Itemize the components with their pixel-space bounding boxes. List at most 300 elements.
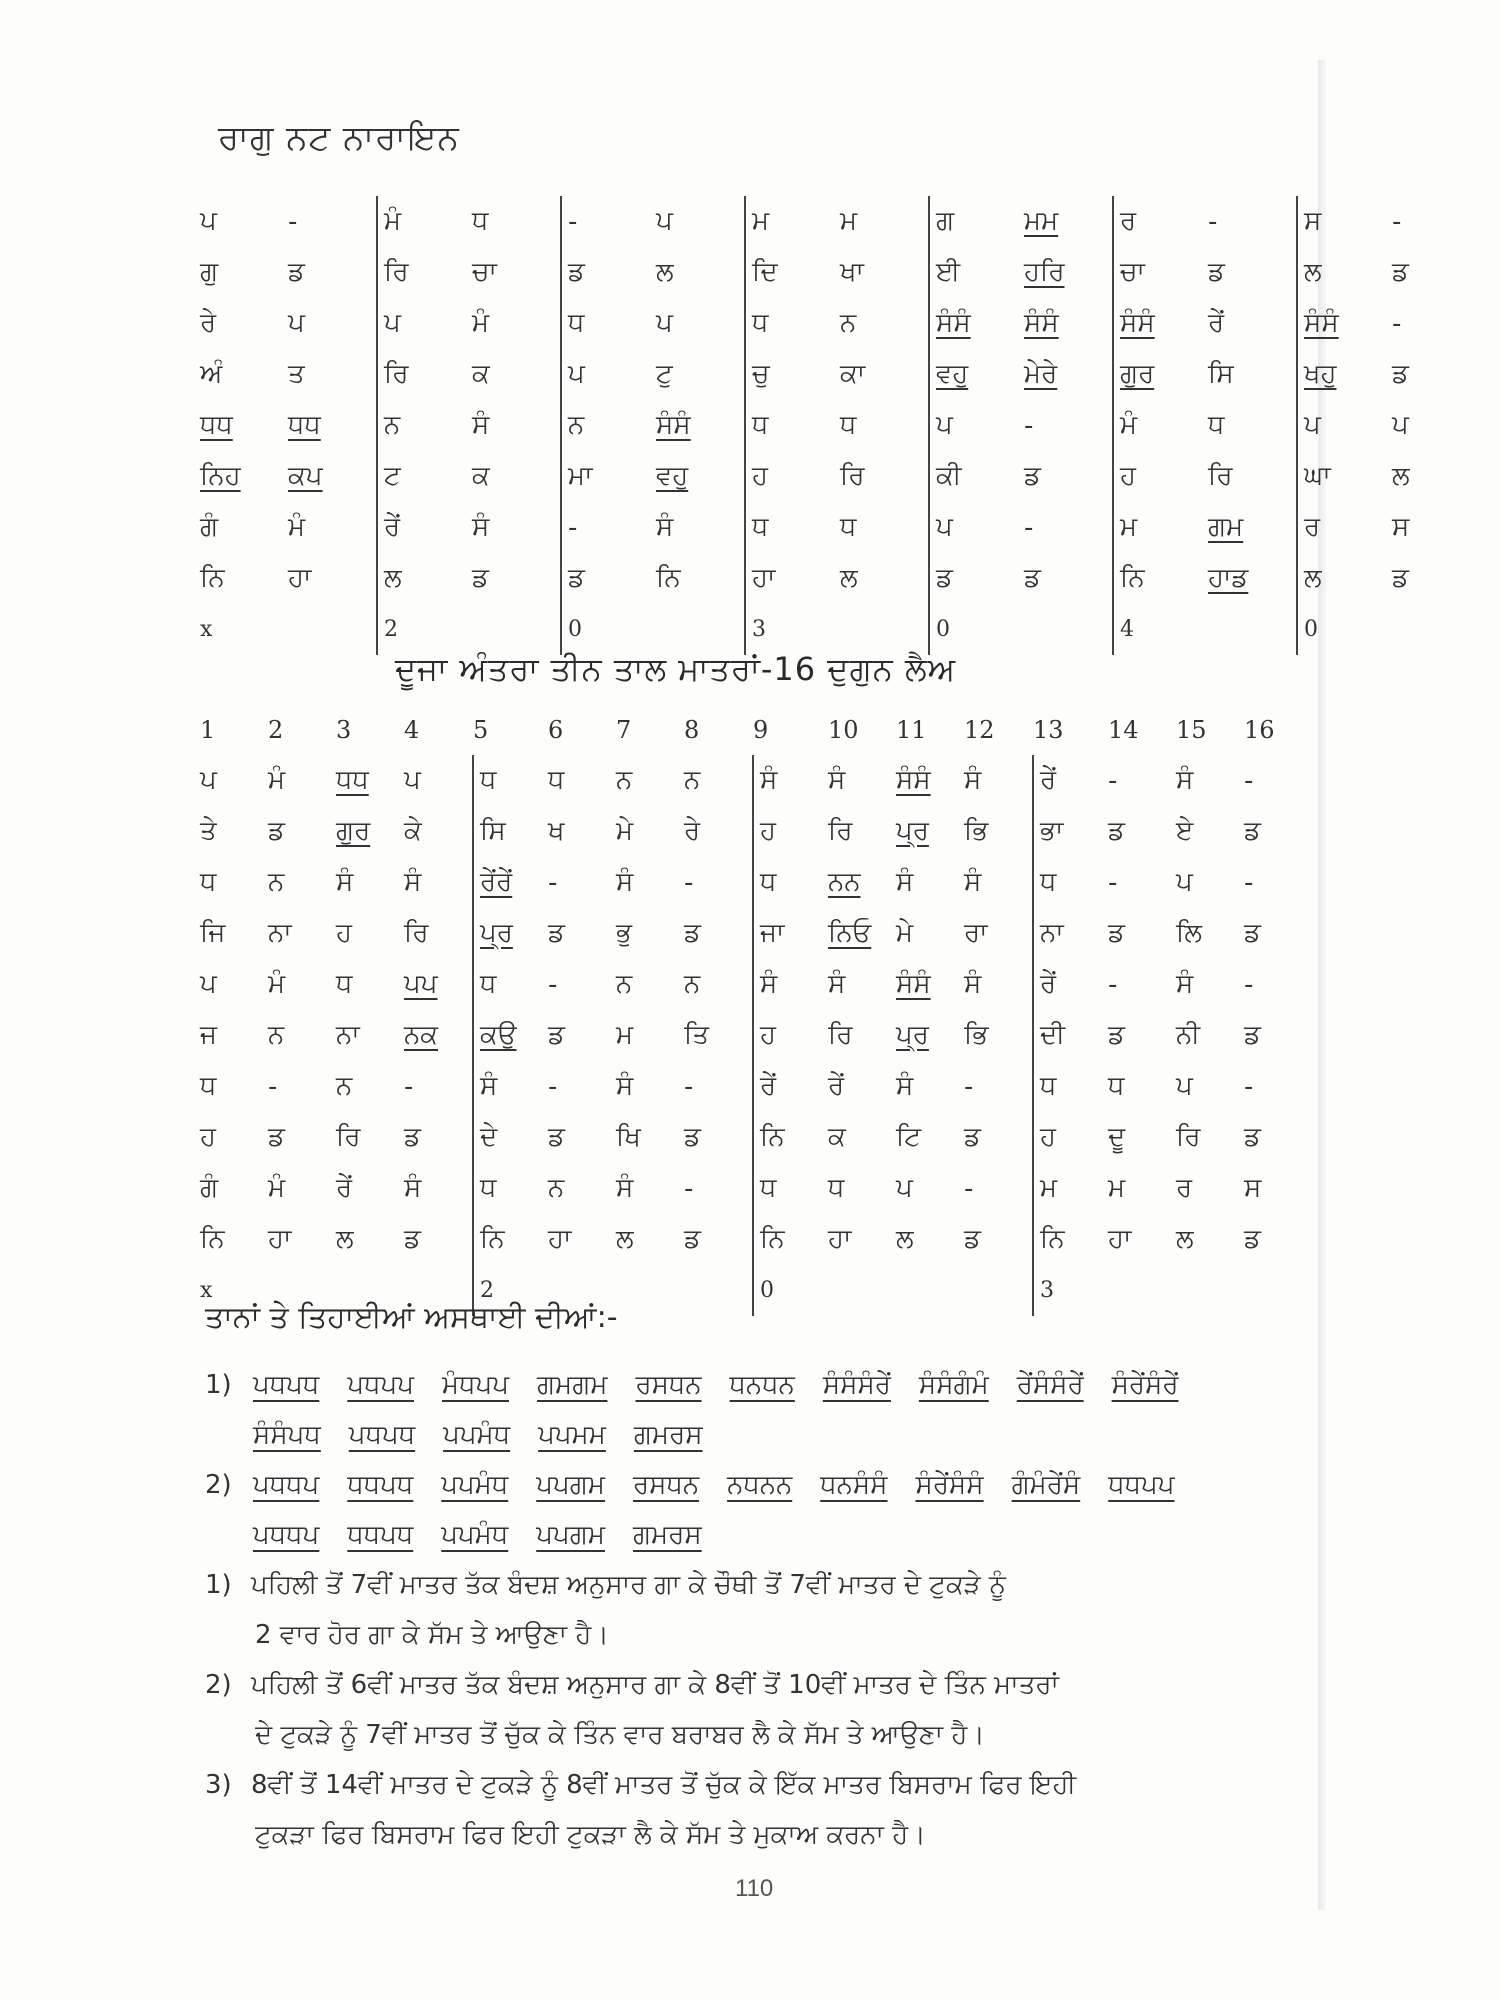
notation-cell: ਸੰਸੰ	[1024, 308, 1059, 338]
notation-cell: ਹਾ	[288, 563, 312, 593]
notation-cell: ਧ	[828, 1173, 845, 1203]
notation-cell: ਰੇਂ	[1033, 959, 1108, 1010]
notation-row	[200, 806, 1312, 857]
notation-cell: ਡ	[548, 1020, 565, 1050]
notation-cell: ਪ੍ਰ	[473, 908, 548, 959]
beat-number: 13	[1033, 715, 1064, 744]
notation-cell: ਸੰਸੰ	[929, 298, 1024, 349]
notation-cell: ਸ	[1392, 512, 1410, 542]
notation-cell: ਧਧ	[288, 410, 321, 440]
notation-cell: ਪ	[1297, 400, 1392, 451]
notation-cell: ਡ	[684, 1122, 701, 1152]
notation-cell: ਲ	[616, 1224, 634, 1254]
notation-cell: ਡ	[548, 1122, 565, 1152]
notation-cell: ਡ	[1244, 1122, 1261, 1152]
tala-marks-row	[200, 604, 1480, 655]
notation-cell: ਵਹੁ	[656, 461, 689, 491]
notation-cell: ਧ	[473, 1163, 548, 1214]
notation-cell: ਸੰਸੰ	[1113, 298, 1208, 349]
notation-cell: ਸੰ	[616, 867, 634, 897]
notation-cell: ਲ	[1297, 247, 1392, 298]
tala-mark	[288, 604, 377, 655]
tala-mark	[1176, 1265, 1244, 1316]
beat-number: 6	[548, 715, 564, 744]
notation-cell: ਘਾ	[1297, 451, 1392, 502]
notation-cell: ਨ	[336, 1071, 353, 1101]
notation-cell: ਡ	[288, 257, 305, 287]
tala-mark: 2	[377, 604, 472, 655]
notation-cell: ਹਾ	[548, 1224, 572, 1254]
notation-cell: ਸੰ	[828, 765, 846, 795]
notation-cell: ਲ	[1392, 461, 1410, 491]
notation-cell: ਸੰ	[753, 959, 828, 1010]
notation-cell: ਧ	[1033, 857, 1108, 908]
tala-mark: x	[200, 617, 213, 642]
notation-table-antara	[200, 704, 1312, 1316]
notation-cell: ਸਿ	[1208, 359, 1234, 389]
notation-cell: -	[404, 1071, 414, 1102]
notation-cell: ਨਿ	[753, 1214, 828, 1265]
instruction-text: 8ਵੀਂ ਤੋਂ 14ਵੀਂ ਮਾਤਰ ਦੇ ਟੁਕੜੇ ਨੂੰ 8ਵੀਂ ਮਾਤਰ ਤੋਂ ਚੁੱਕ ਕੇ ਇੱਕ ਮਾਤਰ ਬਿਸਰਾਮ ਫਿਰ ਇਹੀ	[251, 1770, 1077, 1800]
notation-row	[200, 959, 1312, 1010]
notation-cell: ਸੰ	[828, 969, 846, 999]
notation-cell: ਨੀ	[1176, 1020, 1201, 1050]
notation-cell: ਹਾ	[1108, 1224, 1132, 1254]
notation-cell: ਸੰ	[473, 1061, 548, 1112]
notation-cell: ਡ	[1024, 461, 1041, 491]
taan-phrase: ਪਪਮੰਧ	[441, 1520, 509, 1550]
notation-cell: -	[1244, 1071, 1254, 1102]
notation-cell: ਗੁਰ	[1113, 349, 1208, 400]
beat-number: 3	[336, 715, 352, 744]
notation-cell: ਪ	[896, 1173, 913, 1203]
notation-row	[200, 857, 1312, 908]
notation-cell: ਨ	[548, 1173, 565, 1203]
notation-cell: -	[1108, 765, 1118, 796]
notation-cell: ਸੰ	[1176, 969, 1194, 999]
taan-phrase: ਪਧਧਪ	[253, 1520, 320, 1550]
notation-cell: ਲ	[336, 1224, 354, 1254]
taan-phrase: ਧਨਸੰਸੰ	[820, 1470, 888, 1500]
notation-cell: ਗੁ	[200, 257, 219, 287]
notation-cell: ਹ	[1033, 1112, 1108, 1163]
notation-cell: -	[288, 206, 298, 237]
notation-cell: ਰੇਂ	[753, 1061, 828, 1112]
notation-cell: ਦੀ	[1033, 1010, 1108, 1061]
instruction-text: ਦੇ ਟੁਕੜੇ ਨੂੰ 7ਵੀਂ ਮਾਤਰ ਤੋਂ ਚੁੱਕ ਕੇ ਤਿੰਨ ਵਾਰ ਬਰਾਬਰ ਲੈ ਕੇ ਸੱਮ ਤੇ ਆਉਣਾ ਹੈ।	[255, 1720, 985, 1750]
notation-cell: ਗੰ	[200, 512, 219, 542]
tala-mark: x	[200, 1278, 213, 1303]
notation-cell: ਖਹੁ	[1297, 349, 1392, 400]
tala-mark: 0	[1297, 604, 1392, 655]
notation-cell: ਰ	[1297, 502, 1392, 553]
notation-cell: -	[964, 1071, 974, 1102]
notation-cell: ਨਾ	[1033, 908, 1108, 959]
notation-cell: ਡ	[1108, 1020, 1125, 1050]
notation-cell: ਮੰ	[268, 969, 286, 999]
notation-cell: ਪ	[929, 400, 1024, 451]
notation-cell: ਰਿ	[1176, 1122, 1201, 1152]
notation-cell: ਮ	[1108, 1173, 1126, 1203]
notation-cell: ਹ	[200, 1122, 216, 1152]
instruction-number: 3)	[205, 1770, 232, 1800]
notation-cell: ਰਿ	[828, 816, 853, 846]
notation-cell: ਰਿ	[377, 349, 472, 400]
instruction-text: 2 ਵਾਰ ਹੋਰ ਗਾ ਕੇ ਸੱਮ ਤੇ ਆਉਣਾ ਹੈ।	[255, 1620, 609, 1650]
beat-number: 11	[896, 715, 927, 744]
notation-cell: -	[548, 969, 558, 1000]
notation-cell: ਚੁ	[745, 349, 840, 400]
beat-number: 16	[1244, 715, 1275, 744]
notation-cell: ਮੇ	[896, 918, 914, 948]
notation-cell: -	[548, 1071, 558, 1102]
taan-phrase: ਸੰਸੰਸੰਰੇਂ	[822, 1370, 891, 1400]
beat-number: 8	[684, 715, 700, 744]
instruction-text: ਪਹਿਲੀ ਤੋਂ 6ਵੀਂ ਮਾਤਰ ਤੱਕ ਬੰਦਸ਼ ਅਨੁਸਾਰ ਗਾ ਕੇ 8ਵੀਂ ਤੋਂ 10ਵੀਂ ਮਾਤਰ ਦੇ ਤਿੰਨ ਮਾਤਰਾਂ	[251, 1670, 1059, 1700]
notation-cell: ਕਉ	[473, 1010, 548, 1061]
notation-cell: ਨਨ	[828, 867, 861, 897]
notation-cell: -	[1392, 206, 1402, 237]
notation-cell: ਟ	[377, 451, 472, 502]
notation-cell: ਸੰਸੰ	[896, 969, 931, 999]
notation-cell: ਡ	[268, 816, 285, 846]
beat-number: 1	[200, 715, 216, 744]
notation-cell: ਸੰਸੰ	[1297, 298, 1392, 349]
notation-cell: ਗੰ	[200, 1173, 219, 1203]
notation-row	[200, 1214, 1312, 1265]
notation-cell: ਮਾ	[561, 451, 656, 502]
taan-phrase: ਰਸਧਨ	[633, 1470, 700, 1500]
notation-cell: ਰੇਂਰੇਂ	[473, 857, 548, 908]
notation-cell: ਹ	[1113, 451, 1208, 502]
notation-cell: ਨਿਹ	[200, 461, 241, 491]
notation-cell: ਕੇ	[404, 816, 422, 846]
taan-phrase: ਗਮਰਸ	[633, 1420, 703, 1450]
notation-cell: ਤਿ	[684, 1020, 710, 1050]
notation-cell: -	[548, 867, 558, 898]
notation-cell: ਹਾ	[745, 553, 840, 604]
section-heading-taans: ਤਾਨਾਂ ਤੇ ਤਿਹਾਈਆਂ ਅਸਥਾਈ ਦੀਆਂ:-	[205, 1300, 618, 1335]
notation-cell: ਧ	[473, 959, 548, 1010]
notation-cell: -	[561, 196, 656, 247]
notation-cell: ਧ	[473, 755, 548, 806]
taan-phrase: ਸੰਸੰਗੰਮੰ	[918, 1370, 989, 1400]
instruction-number: 2)	[205, 1670, 232, 1700]
taan-number: 2)	[205, 1470, 232, 1500]
notation-cell: ਕ	[828, 1122, 846, 1152]
notation-cell: ਧ	[745, 502, 840, 553]
notation-cell: ਨ	[684, 765, 701, 795]
tala-mark: 4	[1113, 604, 1208, 655]
notation-cell: ਹਾਡ	[1208, 563, 1249, 593]
instruction-line	[205, 1770, 1315, 1801]
notation-cell: ਸੰ	[964, 765, 982, 795]
notation-cell: ਸੰ	[896, 1071, 914, 1101]
notation-cell: ਡ	[1108, 918, 1125, 948]
notation-cell: -	[1244, 867, 1254, 898]
notation-row	[200, 553, 1480, 604]
beat-number: 14	[1108, 715, 1139, 744]
notation-cell: ਮੰ	[288, 512, 306, 542]
notation-cell: ਮ	[1033, 1163, 1108, 1214]
tala-mark: 0	[753, 1265, 828, 1316]
notation-cell: ਸੰ	[336, 867, 354, 897]
notation-cell: ਡ	[964, 1122, 981, 1152]
tala-mark	[1392, 604, 1480, 655]
tala-mark	[1024, 604, 1113, 655]
notation-cell: ਨਿ	[200, 563, 225, 593]
notation-cell: ਪ	[404, 765, 421, 795]
taan-phrase: ਗਮਗਮ	[537, 1370, 608, 1400]
notation-cell: -	[1244, 765, 1254, 796]
notation-cell: -	[1024, 512, 1034, 543]
taan-phrase: ਪਧਪਪ	[347, 1370, 415, 1400]
notation-cell: ਸੰ	[616, 1173, 634, 1203]
notation-cell: ਸ	[1297, 196, 1392, 247]
tala-mark	[1208, 604, 1297, 655]
notation-cell: ਗੁਰ	[336, 816, 371, 846]
notation-cell: ਹਾ	[828, 1224, 852, 1254]
notation-cell: ਧ	[840, 512, 857, 542]
notation-cell: ਰਾ	[964, 918, 988, 948]
taan-phrase: ਪਪਗਮ	[536, 1520, 606, 1550]
tala-mark	[684, 1265, 753, 1316]
taan-phrase: ਪਪਮੰਧ	[441, 1470, 509, 1500]
section-heading-antara: ਦੂਜਾ ਅੰਤਰਾ ਤੀਨ ਤਾਲ ਮਾਤਰਾਂ-16 ਦੁਗੁਨ ਲੈਅ	[395, 650, 957, 688]
notation-cell: ਧ	[840, 410, 857, 440]
notation-cell: ਨਿ	[656, 563, 681, 593]
notation-cell: ਨ	[684, 969, 701, 999]
notation-cell: ਨ	[268, 1020, 285, 1050]
notation-cell: ਪ੍ਰ	[896, 816, 929, 846]
notation-cell: ਪ	[377, 298, 472, 349]
notation-cell: ਭਾ	[1033, 806, 1108, 857]
notation-cell: ਚਾ	[1113, 247, 1208, 298]
instruction-line	[205, 1570, 1315, 1601]
notation-cell: ਨਿ	[200, 1224, 225, 1254]
notation-cell: -	[684, 867, 694, 898]
taan-phrase: ਧਧਪਧ	[347, 1470, 414, 1500]
notation-row	[200, 247, 1480, 298]
notation-cell: ਜਿ	[200, 918, 226, 948]
notation-row	[200, 196, 1480, 247]
notation-cell: ਡ	[404, 1122, 421, 1152]
taan-line	[253, 1420, 731, 1451]
notation-row	[200, 1010, 1312, 1061]
notation-cell: -	[1108, 867, 1118, 898]
page-number: 110	[735, 1875, 774, 1902]
notation-cell: ਲ	[840, 563, 858, 593]
notation-cell: ਪ	[929, 502, 1024, 553]
notation-cell: ਧ	[753, 1163, 828, 1214]
raag-title: ਰਾਗੁ ਨਟ ਨਾਰਾਇਨ	[218, 118, 460, 158]
notation-cell: -	[1024, 410, 1034, 441]
notation-cell: ਹ	[336, 918, 352, 948]
instruction-text: ਪਹਿਲੀ ਤੋਂ 7ਵੀਂ ਮਾਤਰ ਤੱਕ ਬੰਦਸ਼ ਅਨੁਸਾਰ ਗਾ ਕੇ ਚੌਥੀ ਤੋਂ 7ਵੀਂ ਮਾਤਰ ਦੇ ਟੁਕੜੇ ਨੂੰ	[251, 1570, 1006, 1600]
notation-cell: ਸੰ	[656, 512, 674, 542]
notation-cell: ਡ	[964, 1224, 981, 1254]
notation-cell: ਧ	[753, 857, 828, 908]
beat-number: 10	[828, 715, 859, 744]
notation-cell: ਸੰ	[896, 867, 914, 897]
notation-cell: ਰੇ	[200, 308, 217, 338]
tala-mark	[896, 1265, 964, 1316]
notation-cell: ਸੰ	[964, 867, 982, 897]
notation-cell: ਧ	[548, 765, 565, 795]
tala-mark: 0	[561, 604, 656, 655]
beat-number: 12	[964, 715, 995, 744]
notation-cell: ਏ	[1176, 816, 1194, 846]
notation-cell: ਮੰ	[268, 1173, 286, 1203]
notation-cell: ਰੇ	[684, 816, 701, 846]
notation-cell: ਡ	[1244, 1224, 1261, 1254]
tala-mark	[616, 1265, 684, 1316]
taan-phrase: ਪਧਪਧ	[253, 1370, 320, 1400]
taan-phrase: ਸੰਸੰਪਧ	[253, 1420, 321, 1450]
notation-cell: ਹ	[753, 806, 828, 857]
notation-cell: ਹਰਿ	[1024, 257, 1065, 287]
notation-cell: ਨਕ	[404, 1020, 438, 1050]
notation-cell: ਨਿ	[753, 1112, 828, 1163]
taan-phrase: ਧਧਪਪ	[1108, 1470, 1175, 1500]
taan-phrase: ਪਧਪਧ	[348, 1420, 416, 1450]
notation-cell: ਧਧ	[336, 765, 369, 795]
tala-mark	[1108, 1265, 1176, 1316]
notation-cell: ਕ	[472, 359, 490, 389]
instruction-line	[255, 1720, 1315, 1751]
taan-number: 1)	[205, 1370, 232, 1400]
notation-cell: ਲ	[656, 257, 674, 287]
notation-cell: ਡ	[561, 553, 656, 604]
notation-cell: ਦੇ	[473, 1112, 548, 1163]
notation-cell: ਸੰ	[964, 969, 982, 999]
notation-cell: ਟਿ	[896, 1122, 922, 1152]
notation-cell: ਧ	[1208, 410, 1225, 440]
notation-cell: ਮ	[745, 196, 840, 247]
notation-cell: ਖਾ	[840, 257, 864, 287]
notation-cell: ਰਿ	[377, 247, 472, 298]
notation-cell: ਡ	[684, 1224, 701, 1254]
notation-cell: ਡ	[1244, 1020, 1261, 1050]
notation-cell: ਸੰ	[1176, 765, 1194, 795]
notation-cell: ਰੇਂ	[336, 1173, 353, 1203]
notation-cell: ਦੂ	[1108, 1122, 1126, 1152]
notation-cell: ਡ	[1108, 816, 1125, 846]
notation-cell: ਨਿ	[473, 1214, 548, 1265]
taan-phrase: ਪਧਧਪ	[253, 1470, 320, 1500]
notation-cell: ਕਪ	[288, 461, 323, 491]
taan-phrase: ਸੰਰੇਂਸੰਰੇਂ	[1111, 1370, 1179, 1400]
notation-cell: ਨਿ	[1033, 1214, 1108, 1265]
notation-cell: -	[684, 1173, 694, 1204]
notation-row	[200, 298, 1480, 349]
notation-cell: -	[1208, 206, 1218, 237]
notation-row	[200, 400, 1480, 451]
notation-cell: ਸੰ	[753, 755, 828, 806]
taan-phrase: ਮੰਧਪਪ	[442, 1370, 510, 1400]
taan-phrase: ਪਪਮਮ	[538, 1420, 606, 1450]
notation-cell: ਖ	[548, 816, 565, 846]
beat-number: 4	[404, 715, 420, 744]
notation-cell: ਖਿ	[616, 1122, 641, 1152]
notation-cell: ਡ	[1392, 257, 1409, 287]
notation-cell: ਡ	[1208, 257, 1225, 287]
notation-cell: ਲ	[1297, 553, 1392, 604]
tala-mark: 2	[473, 1265, 548, 1316]
notation-cell: ਪ	[1176, 1071, 1193, 1101]
notation-cell: ਵਹੁ	[929, 349, 1024, 400]
notation-cell: ਸ	[1244, 1173, 1262, 1203]
notation-row	[200, 1061, 1312, 1112]
notation-cell: ਸੰਸੰ	[656, 410, 691, 440]
notation-cell: ਦਿ	[745, 247, 840, 298]
notation-cell: ਤ	[288, 359, 305, 389]
notation-cell: ਡ	[404, 1224, 421, 1254]
notation-cell: ਪ	[1392, 410, 1409, 440]
notation-cell: ਪ	[656, 206, 673, 236]
beat-number: 7	[616, 715, 632, 744]
notation-cell: ਧ	[200, 1071, 217, 1101]
taan-phrase: ਗੰਮੰਰੇਂਸੰ	[1011, 1470, 1081, 1500]
notation-cell: ਅੰ	[200, 359, 223, 389]
beat-number: 15	[1176, 715, 1207, 744]
notation-cell: ਡ	[1392, 359, 1409, 389]
notation-cell: ਹ	[753, 1010, 828, 1061]
notation-cell: ਸੰ	[472, 512, 490, 542]
notation-cell: ਟੁ	[656, 359, 673, 389]
notation-cell: ਮੇਰੇ	[1024, 359, 1058, 389]
notation-cell: ਰਿ	[336, 1122, 361, 1152]
notation-cell: ਗਮ	[1208, 512, 1244, 542]
notation-cell: ਲ	[377, 553, 472, 604]
tala-mark	[472, 604, 561, 655]
notation-cell: ਡ	[472, 563, 489, 593]
instruction-line	[205, 1670, 1315, 1701]
notation-row	[200, 1112, 1312, 1163]
notation-cell: ਧ	[745, 400, 840, 451]
notation-cell: ਨਿ	[1113, 553, 1208, 604]
notation-cell: ਰਿ	[1208, 461, 1233, 491]
notation-row	[200, 349, 1480, 400]
notation-cell: ਮੇ	[616, 816, 634, 846]
notation-cell: ਮ	[840, 206, 858, 236]
instruction-line	[255, 1820, 1315, 1851]
taan-phrase: ਰਸਧਨ	[635, 1370, 702, 1400]
tala-mark	[1244, 1265, 1312, 1316]
beat-number: 5	[473, 715, 489, 744]
notation-cell: ਮੰ	[472, 308, 490, 338]
notation-cell: ਪ੍ਰ	[896, 1020, 929, 1050]
beat-number: 2	[268, 715, 284, 744]
notation-cell: ਕੀ	[929, 451, 1024, 502]
notation-cell: ਮੰ	[268, 765, 286, 795]
taan-phrase: ਪਪਮੰਧ	[443, 1420, 511, 1450]
notation-cell: ਮੰ	[1113, 400, 1208, 451]
taan-phrase: ਪਪਗਮ	[536, 1470, 606, 1500]
notation-cell: ਈ	[929, 247, 1024, 298]
notation-cell: -	[1108, 969, 1118, 1000]
notation-cell: ਡ	[561, 247, 656, 298]
notation-cell: ਡ	[1024, 563, 1041, 593]
notation-cell: ਨ	[616, 969, 633, 999]
tala-mark: 3	[1033, 1265, 1108, 1316]
notation-row	[200, 502, 1480, 553]
notation-cell: ਨਿਓ	[828, 918, 872, 948]
tala-mark: 0	[929, 604, 1024, 655]
notation-cell: ਸੰ	[472, 410, 490, 440]
notation-cell: ਸਿ	[473, 806, 548, 857]
taan-phrase: ਧਧਪਧ	[347, 1520, 414, 1550]
